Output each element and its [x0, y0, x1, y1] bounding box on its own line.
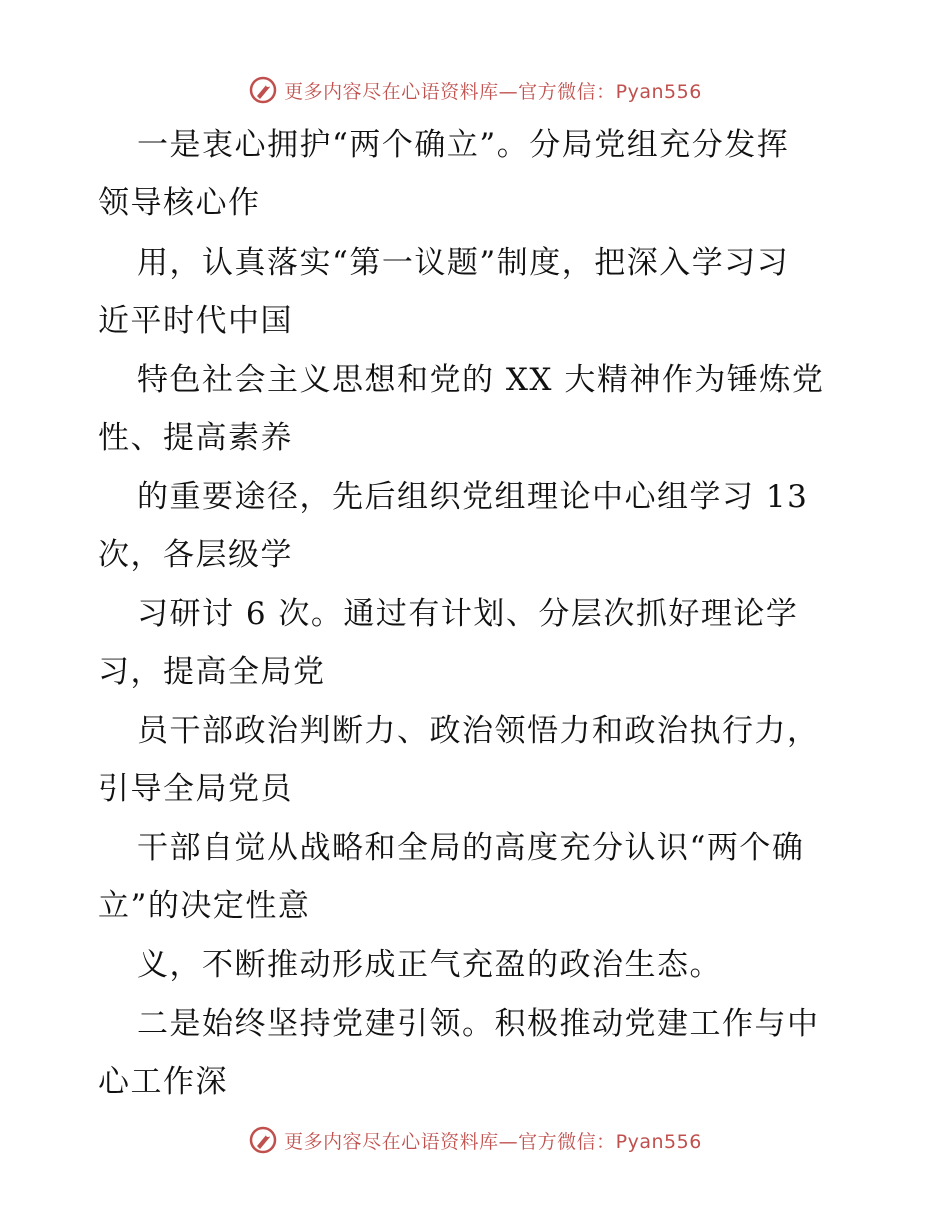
footer-watermark-banner: [0, 1120, 950, 1160]
text-line: 员干部政治判断力、政治领悟力和政治执行力，: [137, 713, 820, 749]
text-line: 引导全局党员: [98, 771, 293, 807]
text-line: 义，不断推动形成正气充盈的政治生态。: [137, 947, 722, 983]
text-line: 性、提高素养: [98, 420, 293, 456]
text-line: 领导核心作: [98, 185, 261, 221]
text-line: 用，认真落实“第一议题”制度，把深入学习习: [137, 245, 790, 281]
text-line: 特色社会主义思想和党的 XX 大精神作为锤炼党: [137, 362, 825, 398]
header-watermark-text: 更多内容尽在心语资料库—官方微信：Pyan556: [284, 80, 702, 103]
text-line: 的重要途径，先后组织党组理论中心组学习 13: [137, 479, 809, 515]
text-line: 近平时代中国: [98, 303, 293, 339]
text-line: 心工作深: [98, 1064, 228, 1100]
text-line: 二是始终坚持党建引领。积极推动党建工作与中: [137, 1006, 820, 1042]
text-line: 一是衷心拥护“两个确立”。分局党组充分发挥: [137, 127, 790, 163]
footer-watermark-text: 更多内容尽在心语资料库—官方微信：Pyan556: [284, 1130, 702, 1153]
text-line: 立”的决定性意: [98, 888, 311, 924]
pen-nib-logo-icon: [248, 1125, 278, 1155]
text-line: 习研讨 6 次。通过有计划、分层次抓好理论学: [137, 596, 799, 632]
text-line: 习，提高全局党: [98, 654, 326, 690]
text-line: 干部自觉从战略和全局的高度充分认识“两个确: [137, 830, 805, 866]
text-line: 次，各层级学: [98, 537, 293, 573]
